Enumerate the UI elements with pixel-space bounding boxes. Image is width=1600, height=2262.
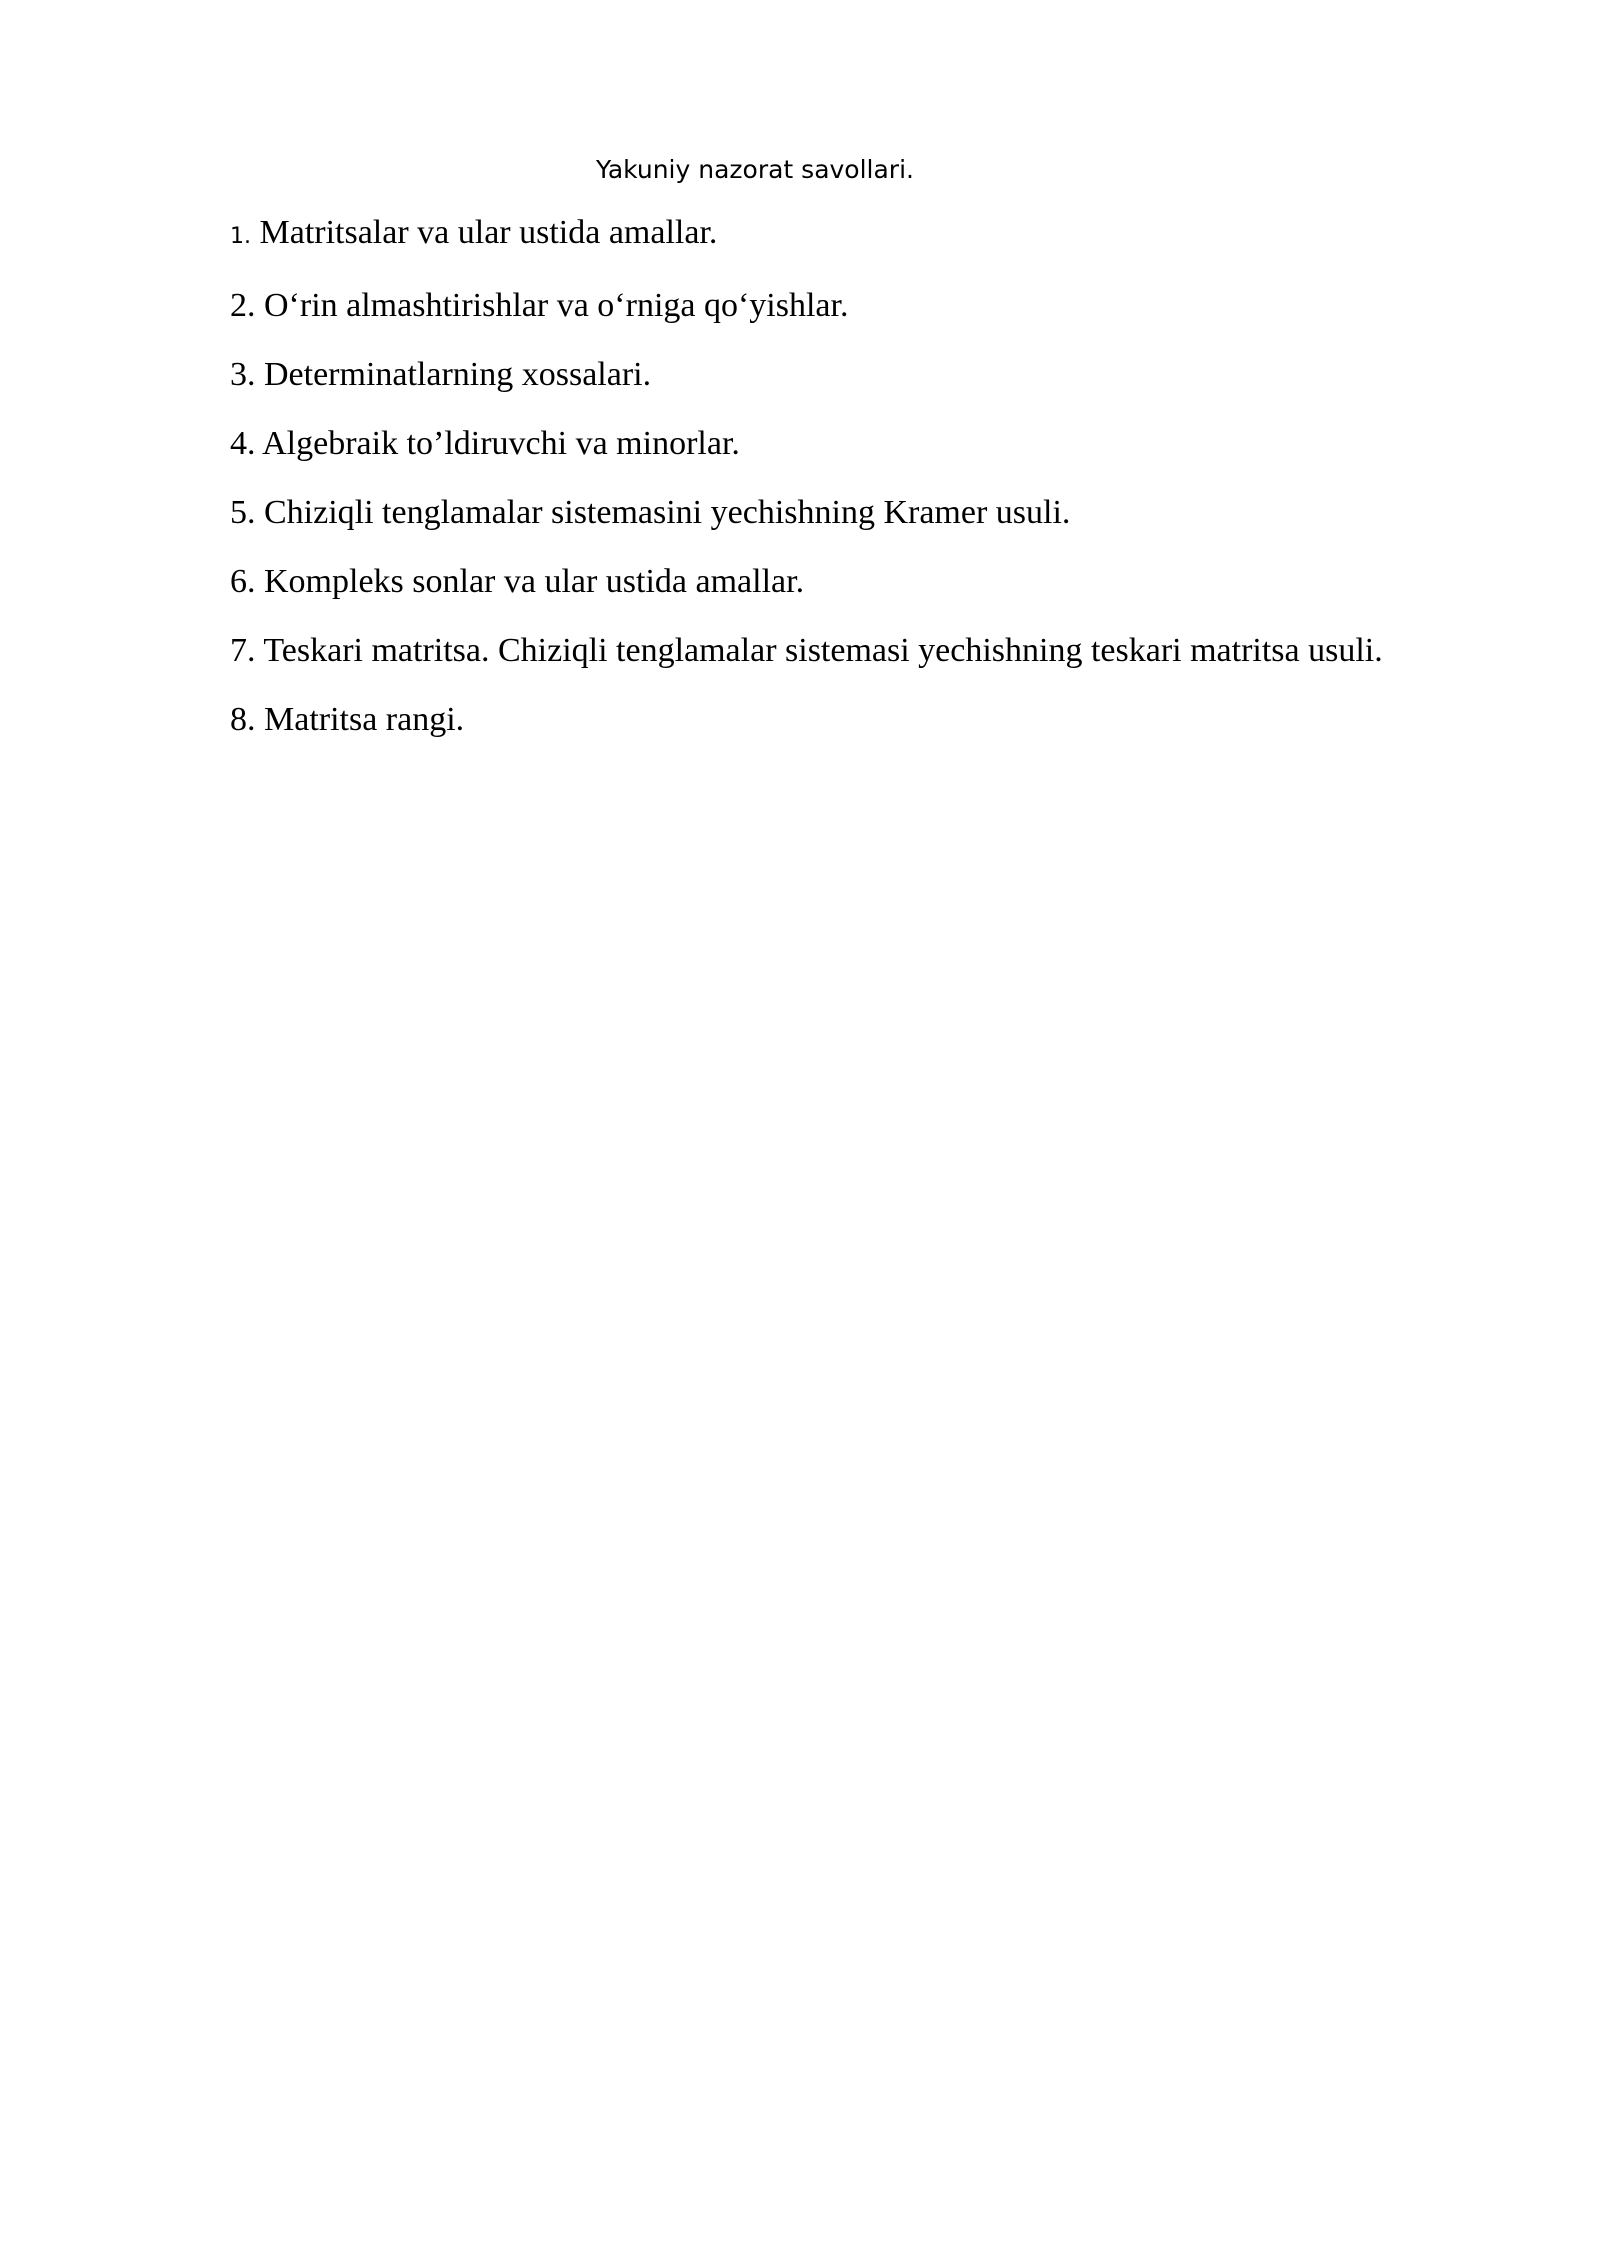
question-text: Algebraik to’ldiruvchi va minorlar. (262, 425, 740, 462)
question-item (230, 421, 1440, 467)
question-item (230, 697, 1440, 743)
question-text: Teskari matritsa. Chiziqli tenglamalar sistemasi yechishning teskari matritsa usuli. (263, 632, 1383, 669)
question-number: 1. (230, 224, 251, 249)
question-number: 5. (230, 494, 256, 531)
question-text: Matritsalar va ular ustida amallar. (259, 214, 718, 251)
question-text: Matritsa rangi. (264, 701, 465, 738)
question-item (230, 352, 1440, 398)
question-item (230, 559, 1440, 605)
question-number: 2. (230, 287, 256, 324)
question-text: O‘rin almashtirishlar va o‘rniga qo‘yishlar. (264, 287, 849, 324)
question-text: Kompleks sonlar va ular ustida amallar. (264, 563, 805, 600)
question-number: 4. (230, 425, 256, 462)
question-item (230, 210, 1440, 260)
question-number: 8. (230, 701, 256, 738)
question-number: 3. (230, 356, 256, 393)
question-text: Chiziqli tenglamalar sistemasini yechishning Kramer usuli. (264, 494, 1071, 531)
question-number: 7. (230, 632, 256, 669)
document-title: Yakuniy nazorat savollari. (596, 155, 914, 184)
question-item (230, 628, 1440, 674)
question-text: Determinatlarning xossalari. (264, 356, 652, 393)
question-item (230, 283, 1440, 329)
question-list (230, 210, 1440, 766)
question-number: 6. (230, 563, 256, 600)
question-item (230, 490, 1440, 536)
